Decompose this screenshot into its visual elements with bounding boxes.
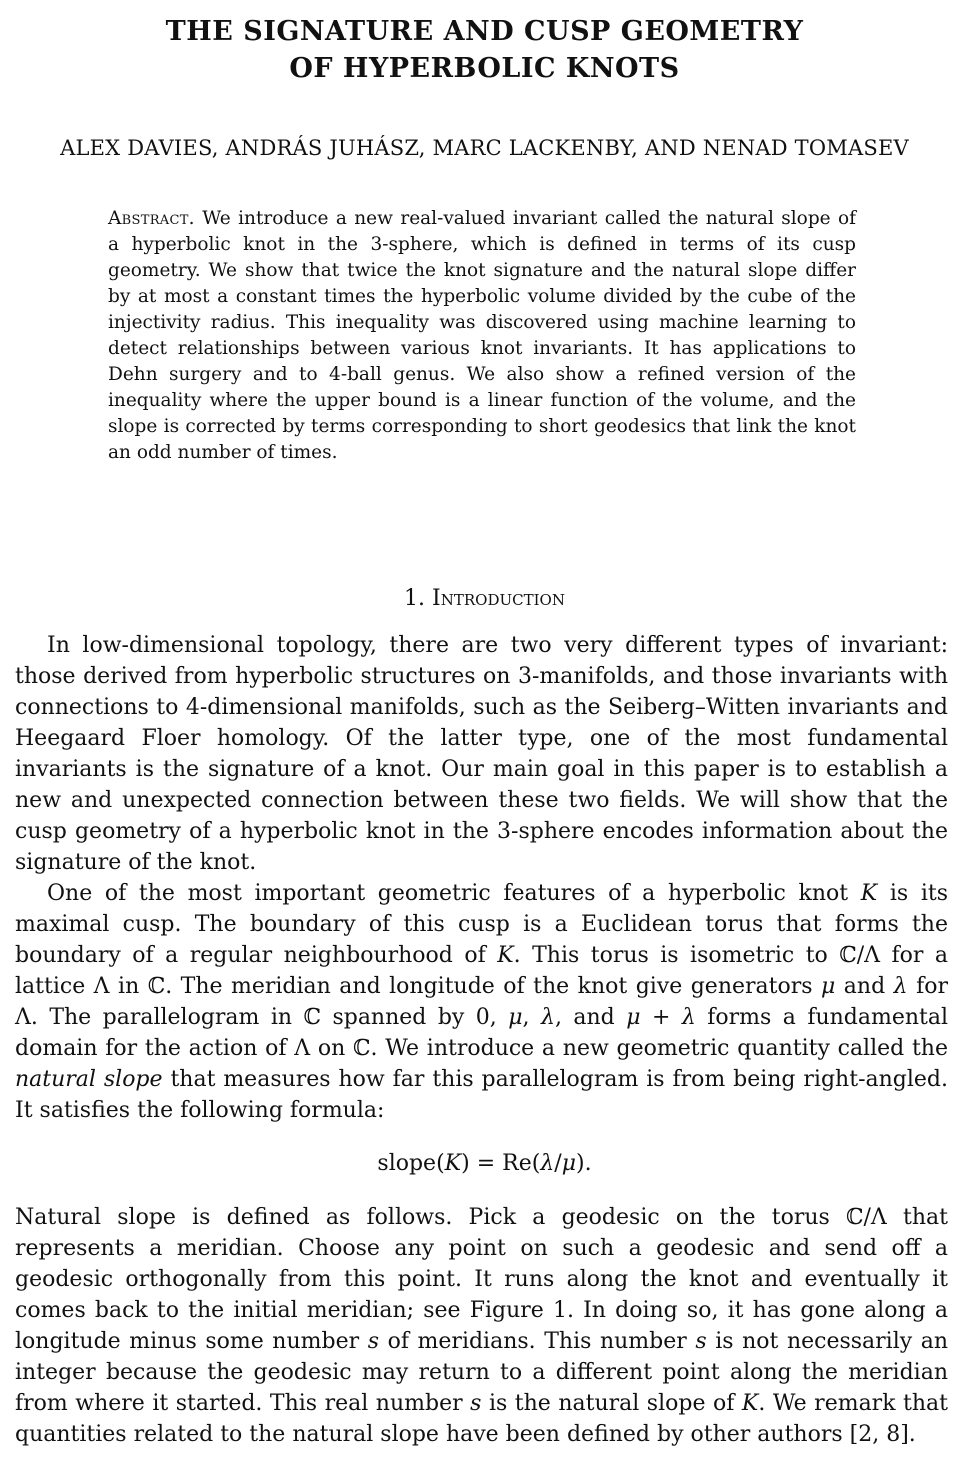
- eq-rhs-slash: /: [554, 1151, 562, 1176]
- p3-text-4: is the natural slope of: [488, 1391, 735, 1416]
- abstract: [108, 206, 856, 466]
- p2-text-9: forms a fundamental domain for the action of Λ on ℂ. We introduce a new geometric quantity called the: [15, 1005, 949, 1061]
- math-s: s: [367, 1329, 380, 1354]
- eq-lhs-var: K: [444, 1151, 462, 1176]
- eq-rhs-mu: μ: [561, 1151, 576, 1176]
- natural-slope-term: natural slope: [15, 1067, 163, 1092]
- intro-paragraph-3: [15, 1202, 948, 1450]
- section-title: Introduction: [432, 586, 565, 611]
- math-mu: μ: [626, 1005, 641, 1030]
- intro-paragraph-2: [15, 878, 948, 1126]
- p2-text-10: that measures how far this parallelogram is from being right-angled. It satisfies the following formula:: [15, 1067, 948, 1123]
- abstract-text: We introduce a new real-valued invariant called the natural slope of a hyperbolic knot in the 3-sphere, which is defined in terms of its cusp geometry. We show that twice the knot signature and the natural slope differ by at most a constant times the hyperbolic volume divided by the cube of the injectivity radius. This inequality was discovered using machine learning to detect relationships between various knot invariants. It has applications to Dehn surgery and to 4-ball genus. We also show a refined version of the inequality where the upper bound is a linear function of the volume, and the slope is corrected by terms corresponding to short geodesics that link the knot an odd number of times.: [108, 208, 856, 463]
- math-knot-k: K: [497, 943, 514, 968]
- eq-lhs-fn: slope(: [377, 1151, 445, 1176]
- section-heading-introduction: [0, 584, 969, 614]
- math-s: s: [695, 1329, 707, 1354]
- p2-text-2: is its maximal cusp. The boundary of this cusp is a Euclidean torus that forms the boundary of a regular neighbourhood of: [15, 881, 948, 968]
- section-number: 1.: [404, 586, 426, 611]
- p2-text-6: ,: [522, 1005, 530, 1030]
- paper-title-line-2: OF HYPERBOLIC KNOTS: [289, 53, 680, 84]
- p2-text-5: for Λ. The parallelogram in ℂ spanned by 0,: [15, 974, 948, 1030]
- eq-rhs-fn: Re(: [502, 1151, 541, 1176]
- p2-text-4: and: [843, 974, 886, 999]
- math-knot-k: K: [860, 881, 878, 906]
- paper-title-line-1: THE SIGNATURE AND CUSP GEOMETRY: [165, 16, 804, 47]
- eq-rhs-close: ).: [576, 1151, 592, 1176]
- p3-text-3: is not necessarily an integer because the geodesic may return to a different point along the meridian from where it started. This real number: [15, 1329, 949, 1416]
- math-mu: μ: [821, 974, 836, 999]
- intro-paragraph-1: In low-dimensional topology, there are two very different types of invariant: those derived from hyperbolic structures on 3-manifolds, and those invariants with connections to 4-dimensional manifolds, such as the Seiberg–Witten invariants and Heegaard Floer homology. Of the latter type, one of the most fundamental invariants is the signature of a knot. Our main goal in this paper is to establish a new and unexpected connection between these two fields. We will show that the cusp geometry of a hyperbolic knot in the 3-sphere encodes information about the signature of the knot.: [15, 633, 948, 875]
- math-s: s: [470, 1391, 482, 1416]
- slope-equation: [0, 1148, 969, 1179]
- eq-rhs-lambda: λ: [540, 1151, 555, 1176]
- math-mu: μ: [508, 1005, 523, 1030]
- abstract-label: Abstract.: [108, 208, 195, 229]
- math-lambda: λ: [540, 1005, 555, 1030]
- eq-equals: =: [476, 1151, 496, 1176]
- math-plus: +: [651, 1005, 671, 1030]
- p3-text-5: . We remark that quantities related to the natural slope have been defined by other authors [2, 8].: [15, 1391, 949, 1447]
- p3-text-1: Natural slope is defined as follows. Pick a geodesic on the torus ℂ/Λ that represents a meridian. Choose any point on such a geodesic and send off a geodesic orthogonally from this point. It runs along the knot and eventually it comes back to the initial meridian; see Figure 1. In doing so, it has gone along a longitude minus some number: [15, 1205, 948, 1354]
- p2-text-1: One of the most important geometric features of a hyperbolic knot: [47, 881, 849, 906]
- p3-text-2: of meridians. This number: [387, 1329, 687, 1354]
- eq-lhs-close: ): [461, 1151, 470, 1176]
- math-lambda: λ: [893, 974, 908, 999]
- math-knot-k: K: [741, 1391, 759, 1416]
- p2-text-7: , and: [554, 1005, 615, 1030]
- math-lambda: λ: [681, 1005, 696, 1030]
- p2-text-3: . This torus is isometric to ℂ/Λ for a lattice Λ in ℂ. The meridian and longitude of the knot give generators: [15, 943, 949, 999]
- author-list: ALEX DAVIES, ANDRÁS JUHÁSZ, MARC LACKENBY, AND NENAD TOMASEV: [60, 136, 909, 160]
